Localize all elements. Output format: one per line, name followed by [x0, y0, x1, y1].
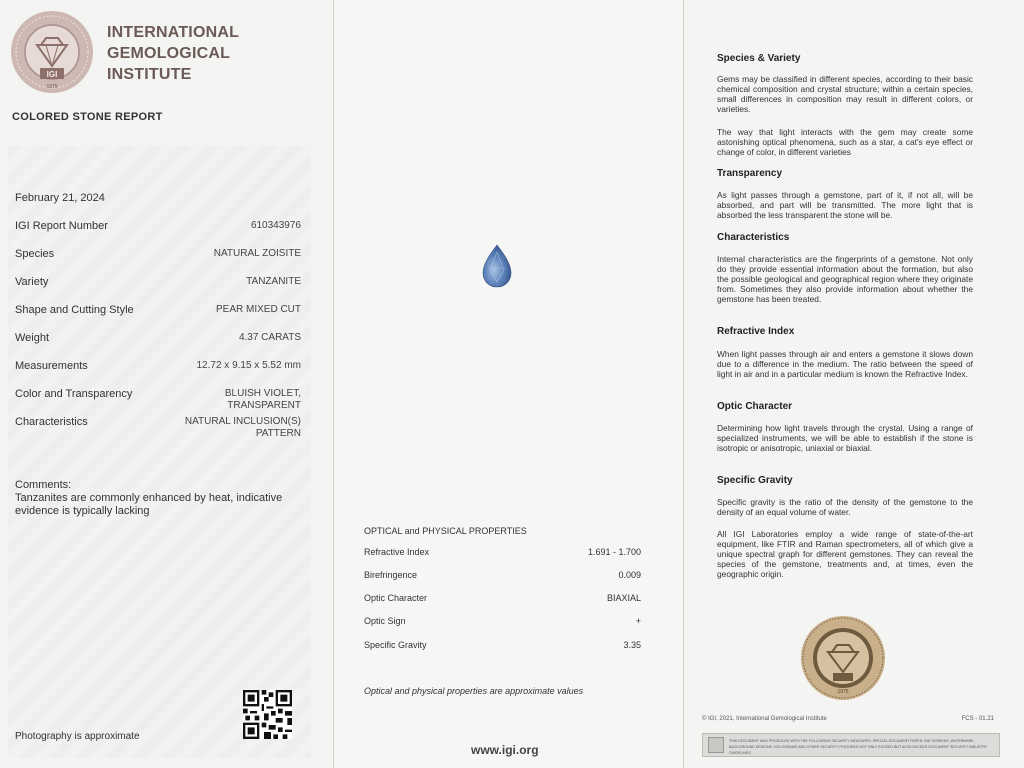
section-title-refractive-index: Refractive Index — [717, 326, 795, 337]
report-panel-left — [0, 0, 333, 768]
optical-title: OPTICAL and PHYSICAL PROPERTIES — [364, 526, 527, 536]
form-code: FCS - 01.21 — [961, 716, 994, 722]
measurements-label: Measurements — [15, 360, 88, 372]
section-text-species-2: The way that light interacts with the gem may create some astonishing optical phenomena, such as a star, a cat's eye effect or change of color, in different varieties — [717, 127, 973, 157]
svg-text:IGI: IGI — [46, 70, 58, 79]
report-panel-middle — [334, 0, 683, 768]
variety-value: TANZANITE — [246, 276, 301, 287]
optic-sign-value: + — [635, 616, 641, 626]
qr-code-icon[interactable] — [243, 690, 292, 739]
svg-text:1975: 1975 — [837, 689, 849, 695]
comments-block — [15, 479, 315, 518]
color-label: Color and Transparency — [15, 388, 133, 400]
watermark-background — [8, 146, 311, 758]
measurements-value: 12.72 x 9.15 x 5.52 mm — [196, 360, 301, 371]
section-text-specific-gravity-1: Specific gravity is the ratio of the density of the gemstone to the density of an equal volume of water. — [717, 497, 973, 517]
lock-icon — [708, 737, 724, 753]
characteristics-label: Characteristics — [15, 416, 88, 428]
optic-sign-label: Optic Sign — [364, 616, 406, 626]
refractive-index-label: Refractive Index — [364, 547, 430, 557]
variety-label: Variety — [15, 276, 49, 288]
specific-gravity-value: 3.35 — [623, 640, 641, 650]
birefringence-value: 0.009 — [618, 570, 641, 580]
section-text-optic-character: Determining how light travels through the crystal. Using a range of specialized instruments, we will be able to establish if the stone is isotropic or anisotropic, uniaxial or biaxial. — [717, 423, 973, 453]
section-text-species-1: Gems may be classified in different species, according to their basic chemical composition and crystal structure; within a certain species, small differences in composition may result in different colors, or varieties. — [717, 74, 973, 114]
section-text-transparency: As light passes through a gemstone, part of it, if not all, will be absorbed, and part will be transmitted. The more light that is absorbed the less transparent the stone will be. — [717, 190, 973, 220]
report-title: COLORED STONE REPORT — [12, 111, 163, 123]
weight-label: Weight — [15, 332, 50, 344]
copyright-text: © IGI, 2021, International Gemological Institute — [702, 716, 827, 722]
section-text-characteristics: Internal characteristics are the fingerprints of a gemstone. Not only do they provide essential information about the formation, but also the possible geological and geographical region where they originate from. Sometimes they also provide information about whether the gemstone has been treated. — [717, 254, 973, 304]
comments-text: Tanzanites are commonly enhanced by heat, indicative evidence is typically lacking — [15, 492, 283, 517]
igi-gold-seal-icon — [800, 615, 886, 701]
photo-note: Photography is approximate — [15, 731, 140, 742]
igi-seal-logo — [10, 10, 94, 94]
gemstone-image — [482, 244, 512, 288]
report-date: February 21, 2024 — [15, 192, 105, 204]
comments-label: Comments: — [15, 479, 72, 491]
svg-text:1975: 1975 — [46, 84, 58, 90]
organization-name: INTERNATIONAL GEMOLOGICAL INSTITUTE — [107, 24, 240, 83]
report-number-label: IGI Report Number — [15, 220, 108, 232]
color-value: BLUISH VIOLET, TRANSPARENT — [224, 388, 301, 411]
website-link[interactable]: www.igi.org — [471, 743, 539, 757]
optic-character-label: Optic Character — [364, 593, 428, 603]
specific-gravity-label: Specific Gravity — [364, 640, 427, 650]
characteristics-value: NATURAL INCLUSION(S) PATTERN — [184, 416, 301, 439]
report-number-value: 610343976 — [250, 220, 301, 231]
security-strip — [702, 733, 1000, 757]
section-title-species: Species & Variety — [717, 53, 801, 64]
refractive-index-value: 1.691 - 1.700 — [587, 547, 641, 557]
shape-value: PEAR MIXED CUT — [215, 304, 301, 315]
birefringence-label: Birefringence — [364, 570, 418, 580]
section-text-specific-gravity-2: All IGI Laboratories employ a wide range of state-of-the-art equipment, like FTIR and Raman spectrometers, all of which give a unique spectral graph for different gemstones. They can reveal the species of the gemstone, treatments and, at times, even the geographic origin. — [717, 529, 973, 579]
shape-label: Shape and Cutting Style — [15, 304, 134, 316]
section-title-optic-character: Optic Character — [717, 401, 793, 412]
optic-character-value: BIAXIAL — [606, 593, 641, 603]
species-label: Species — [15, 248, 55, 260]
section-title-specific-gravity: Specific Gravity — [717, 475, 793, 486]
weight-value: 4.37 CARATS — [238, 332, 301, 343]
optical-note: Optical and physical properties are approximate values — [364, 686, 584, 696]
section-text-refractive-index: When light passes through air and enters a gemstone it slows down due to a difference in the medium. The ratio between the speed of light in air and in a particular medium is known the Refractive Index. — [717, 349, 973, 379]
section-title-characteristics: Characteristics — [717, 232, 790, 243]
security-text: THIS DOCUMENT WAS PRODUCED WITH THE FOLLOWING SECURITY MEASURES: SPECIAL DOCUMENT PAPER, INK SCREENS, WATERMARK, BACKGROUND DESIGNS, HOLOGRAMS AND OTHER SECURITY FEATURES NOT ONLY EXCEED BUT ALSO EXCEED DOCUMENT SECURITY INDUSTRY GUIDELINES. — [729, 739, 988, 755]
section-title-transparency: Transparency — [717, 168, 783, 179]
species-value: NATURAL ZOISITE — [213, 248, 301, 259]
